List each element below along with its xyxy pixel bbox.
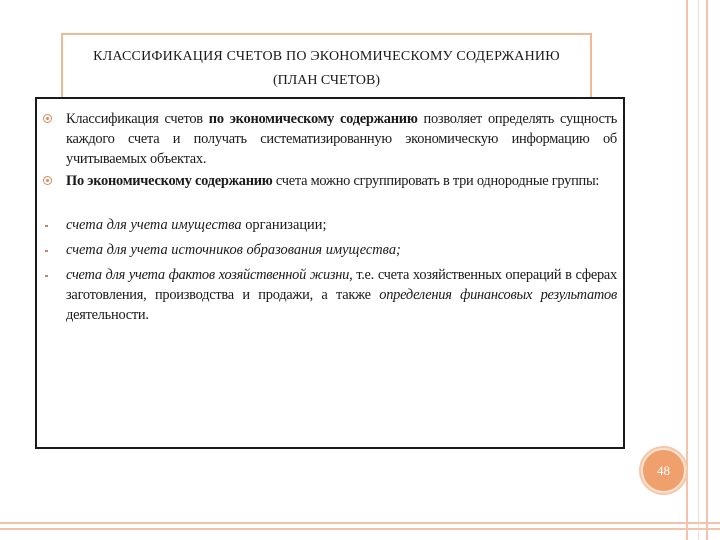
paragraph-text: По экономическому содержанию счета можно сгруппировать в три однородные группы: [66, 173, 600, 189]
decorative-frame-right [686, 0, 708, 540]
slide-title: КЛАССИФИКАЦИЯ СЧЕТОВ ПО ЭКОНОМИЧЕСКОМУ СОДЕРЖАНИЮ [93, 49, 560, 64]
decorative-frame-bottom [0, 522, 720, 530]
list-item-text: счета для учета фактов хозяйственной жизни, т.е. счета хозяйственных операций в сферах заготовления, производства и продажи, а также определения финансовых результатов деятельности. [66, 267, 617, 323]
bullet-dash-icon [45, 250, 48, 252]
list-item-text: счета для учета имущества организации; [66, 217, 327, 233]
slide-title-box [61, 33, 592, 99]
bullet-dash-icon [45, 275, 48, 277]
page-number-badge: 48 [641, 448, 686, 493]
content-box [35, 97, 625, 449]
decorative-frame-right-inner [698, 0, 704, 540]
slide-subtitle: (ПЛАН СЧЕТОВ) [272, 73, 381, 88]
bullet-circle-icon [43, 114, 52, 123]
paragraph-text: Классификация счетов по экономическому содержанию позволяет определять сущность каждого счета и получать систематизированную экономическую информацию об учитываемых объектах. [66, 111, 618, 167]
bullet-circle-icon [43, 176, 52, 185]
list-item-text: счета для учета источников образования имущества; [66, 242, 401, 258]
bullet-dash-icon [45, 225, 48, 227]
